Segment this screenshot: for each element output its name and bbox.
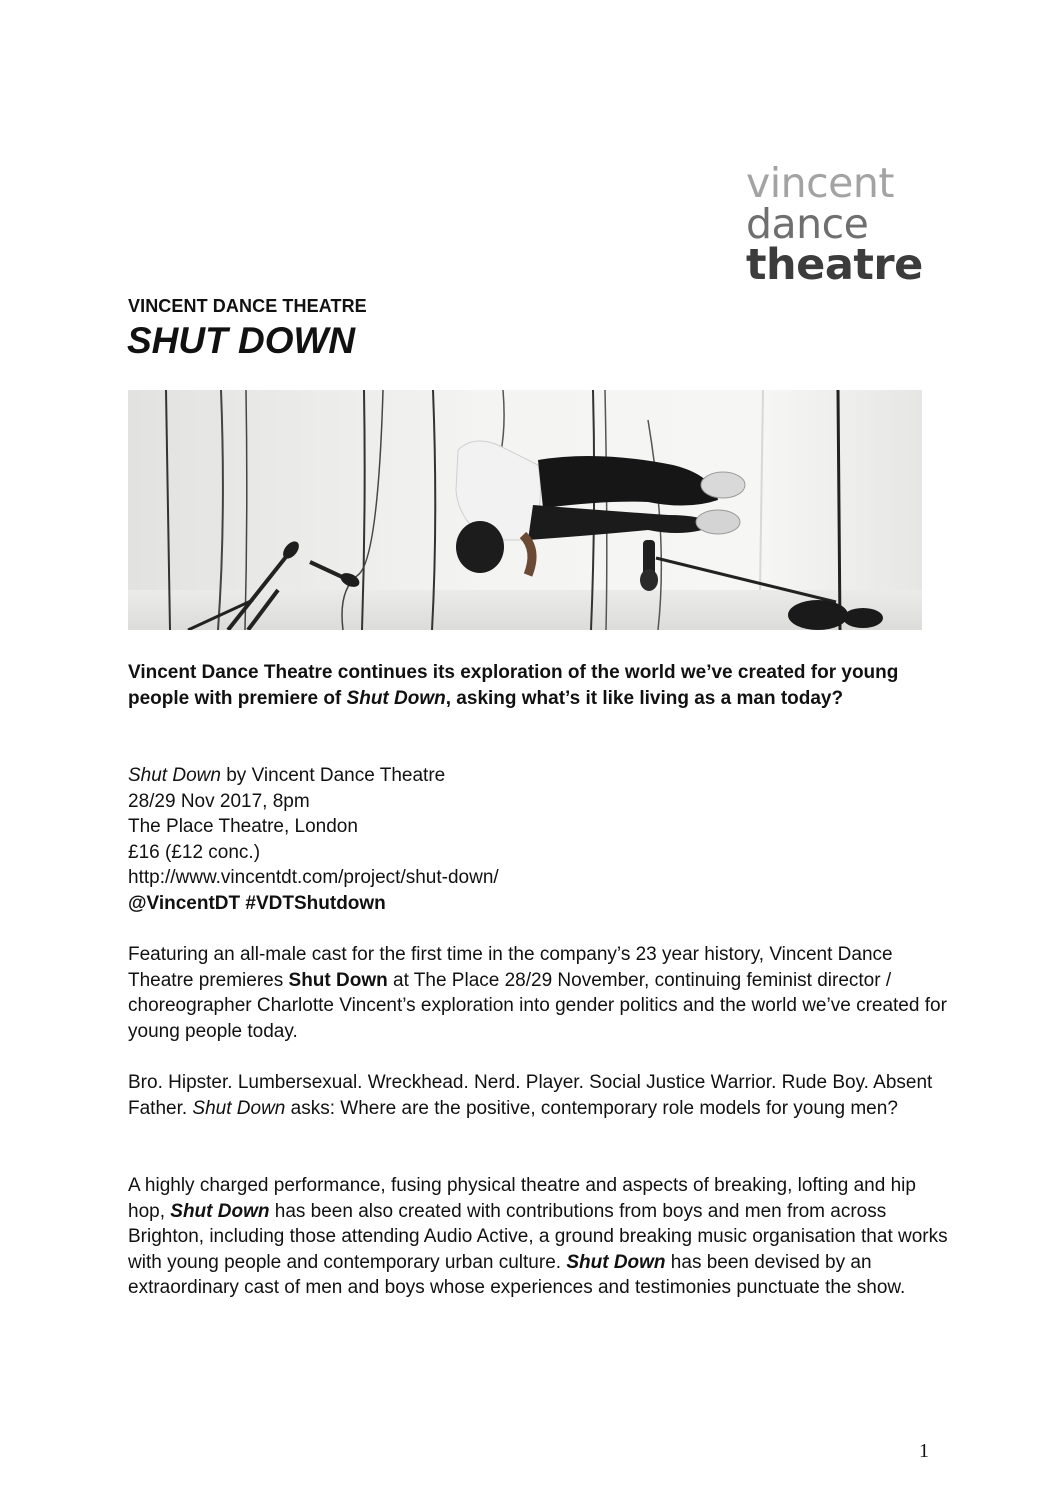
lead-paragraph bbox=[128, 660, 938, 711]
p3-text-1: A highly charged performance, fusing physical theatre and aspects of breaking, lofting and hip hop, bbox=[128, 1175, 916, 1222]
p2-show-title: Shut Down bbox=[192, 1097, 286, 1119]
logo-line-vincent: vincent bbox=[746, 159, 894, 207]
p1-text-2: at The Place 28/29 November, continuing feminist director / choreographer Charlotte Vincent’s exploration into gender politics and the world we’ve created for young people today. bbox=[128, 969, 947, 1042]
event-details bbox=[128, 763, 938, 916]
event-company: by Vincent Dance Theatre bbox=[220, 765, 446, 786]
show-title: SHUT DOWN bbox=[127, 320, 356, 361]
event-url-link[interactable]: http://www.vincentdt.com/project/shut-down/ bbox=[128, 867, 499, 888]
p2-text-2: asks: Where are the positive, contemporary role models for young men? bbox=[285, 1097, 898, 1119]
company-heading: VINCENT DANCE THEATRE bbox=[128, 296, 367, 316]
lead-show-title: Shut Down bbox=[346, 687, 446, 709]
event-price: £16 (£12 conc.) bbox=[128, 841, 261, 863]
company-logo bbox=[746, 159, 986, 290]
lead-text-2: , asking what’s it like living as a man today? bbox=[445, 687, 844, 709]
event-details-title-line bbox=[128, 763, 938, 789]
dancer-with-microphones-photo bbox=[128, 390, 922, 630]
p3-text-3: has been devised by an extraordinary cast of men and boys whose experiences and testimonies punctuate the show. bbox=[128, 1251, 906, 1298]
body-paragraph-1 bbox=[128, 942, 948, 1044]
body-paragraph-3 bbox=[128, 1173, 948, 1301]
lead-text-1: Vincent Dance Theatre continues its exploration of the world we’ve created for young people with premiere of bbox=[128, 662, 899, 709]
logo-line-dance: dance bbox=[746, 200, 869, 248]
logo-line-theatre: theatre bbox=[746, 240, 923, 290]
body-paragraph-2 bbox=[128, 1070, 948, 1121]
p1-show-title: Shut Down bbox=[288, 969, 388, 991]
page-number: 1 bbox=[919, 1440, 929, 1462]
p3-text-2: has been also created with contributions from boys and men from across Brighton, including those attending Audio Active, a ground breaking music organisation that works with young people and contemporary urban culture. bbox=[128, 1200, 948, 1273]
p2-text-1: Bro. Hipster. Lumbersexual. Wreckhead. Nerd. Player. Social Justice Warrior. Rude Boy. Absent Father. bbox=[128, 1072, 933, 1119]
event-show-title: Shut Down bbox=[128, 765, 221, 786]
p1-text-1: Featuring an all-male cast for the first time in the company’s 23 year history, Vincent Dance Theatre premieres bbox=[128, 944, 893, 991]
event-social-tags: @VincentDT #VDTShutdown bbox=[128, 892, 386, 914]
p3-show-title-1: Shut Down bbox=[170, 1200, 270, 1222]
event-venue: The Place Theatre, London bbox=[128, 816, 358, 837]
p3-show-title-2: Shut Down bbox=[566, 1251, 666, 1273]
event-date: 28/29 Nov 2017, 8pm bbox=[128, 790, 310, 812]
